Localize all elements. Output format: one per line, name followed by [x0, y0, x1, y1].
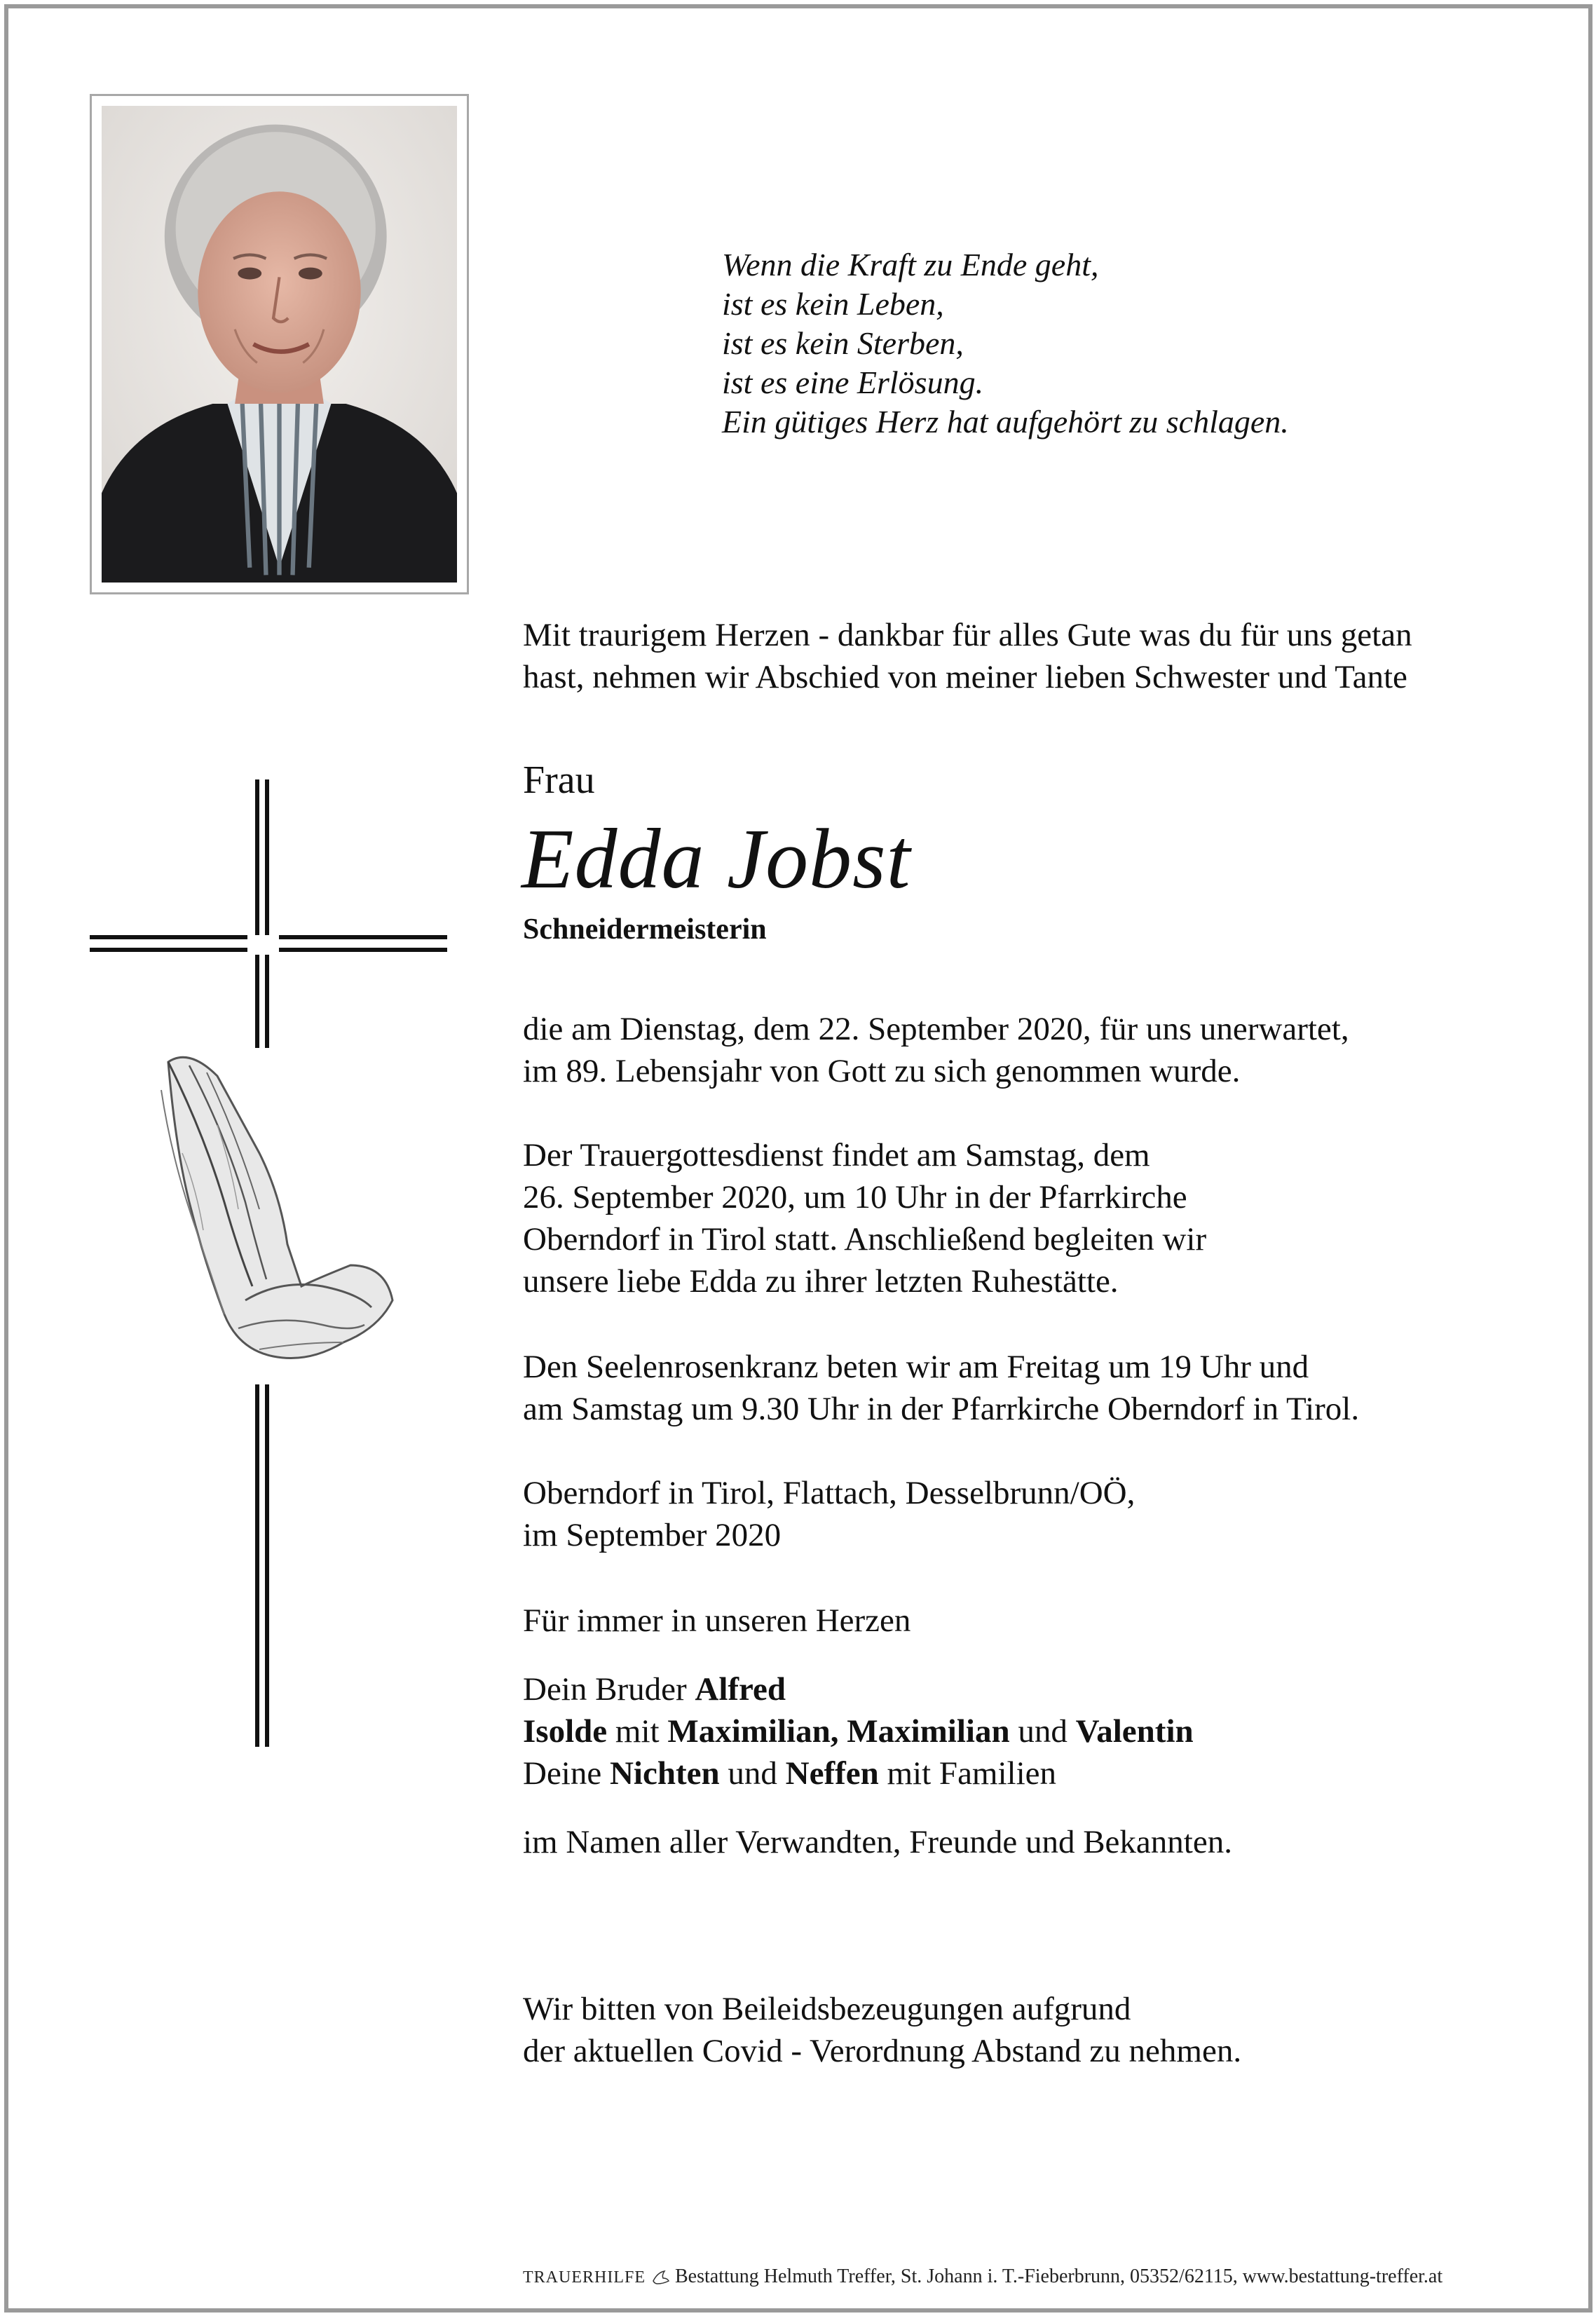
- mourner-text: und: [719, 1755, 786, 1792]
- poem-line: ist es kein Sterben,: [722, 325, 964, 361]
- mourner-text: mit Familien: [878, 1755, 1057, 1792]
- covid-note-line: der aktuellen Covid - Verordnung Abstand zu nehmen.: [523, 2033, 1242, 2069]
- praying-hands-icon: [140, 1048, 400, 1384]
- intro-line: hast, nehmen wir Abschied von meiner lieben Schwester und Tante: [523, 659, 1407, 695]
- mourner-name: Nichten: [609, 1755, 720, 1792]
- funeral-line: Oberndorf in Tirol statt. Anschließend begleiten wir: [523, 1221, 1207, 1258]
- footer: [523, 2264, 1442, 2290]
- rosary-line: am Samstag um 9.30 Uhr in der Pfarrkirche Oberndorf in Tirol.: [523, 1391, 1360, 1427]
- funeral-line: Der Trauergottesdienst findet am Samstag, dem: [523, 1137, 1150, 1173]
- relatives-line: [523, 1821, 1232, 1863]
- death-notice: [523, 1008, 1349, 1092]
- death-notice-line: die am Dienstag, dem 22. September 2020, für uns unerwartet,: [523, 1011, 1349, 1047]
- funeral-line: 26. September 2020, um 10 Uhr in der Pfarrkirche: [523, 1179, 1187, 1215]
- footer-text: Bestattung Helmuth Treffer, St. Johann i. T.-Fieberbrunn, 05352/62115, www.bestattung-treffer.at: [675, 2266, 1443, 2287]
- death-notice-line: im 89. Lebensjahr von Gott zu sich genommen wurde.: [523, 1053, 1241, 1089]
- mourner-text: Deine: [523, 1755, 610, 1792]
- funeral-line: unsere liebe Edda zu ihrer letzten Ruhestätte.: [523, 1263, 1119, 1300]
- mourner-line: [523, 1710, 1194, 1752]
- closing-text: Für immer in unseren Herzen: [523, 1602, 911, 1639]
- dove-icon: [650, 2268, 670, 2288]
- portrait-frame: [90, 94, 469, 594]
- mourner-name: Maximilian, Maximilian: [667, 1713, 1010, 1750]
- mourner-name: Neffen: [785, 1755, 879, 1792]
- relatives-text: im Namen aller Verwandten, Freunde und Bekannten.: [523, 1824, 1232, 1860]
- place-date-line: Oberndorf in Tirol, Flattach, Desselbrunn/OÖ,: [523, 1475, 1135, 1511]
- mourner-line: [523, 1752, 1194, 1794]
- funeral-info: [523, 1134, 1206, 1302]
- mourner-line: [523, 1668, 1194, 1710]
- portrait-photo: [102, 106, 457, 583]
- poem-line: Ein gütiges Herz hat aufgehört zu schlagen.: [722, 404, 1289, 440]
- poem: [722, 245, 1289, 442]
- poem-line: ist es eine Erlösung.: [722, 365, 984, 400]
- poem-line: Wenn die Kraft zu Ende geht,: [722, 247, 1099, 282]
- deceased-name: Edda Jobst: [521, 812, 911, 906]
- intro-text: [523, 614, 1412, 698]
- footer-brand: TRAUERHILFE: [523, 2268, 646, 2287]
- intro-line: Mit traurigem Herzen - dankbar für alles Gute was du für uns getan: [523, 617, 1412, 653]
- mourner-name: Isolde: [523, 1713, 608, 1750]
- mourners: [523, 1668, 1194, 1794]
- mourner-text: Dein Bruder: [523, 1671, 695, 1708]
- rosary-info: [523, 1346, 1359, 1430]
- covid-note: [523, 1988, 1241, 2072]
- mourner-text: und: [1009, 1713, 1076, 1750]
- mourner-text: mit: [607, 1713, 668, 1750]
- poem-line: ist es kein Leben,: [722, 286, 944, 322]
- mourner-name: Alfred: [695, 1671, 786, 1708]
- salutation: Frau: [523, 758, 595, 802]
- place-date-line: im September 2020: [523, 1517, 782, 1553]
- profession: Schneidermeisterin: [523, 913, 767, 946]
- rosary-line: Den Seelenrosenkranz beten wir am Freitag um 19 Uhr und: [523, 1349, 1309, 1385]
- place-date: [523, 1472, 1135, 1556]
- mourner-name: Valentin: [1075, 1713, 1194, 1750]
- covid-note-line: Wir bitten von Beileidsbezeugungen aufgrund: [523, 1991, 1131, 2027]
- closing-line: [523, 1600, 910, 1642]
